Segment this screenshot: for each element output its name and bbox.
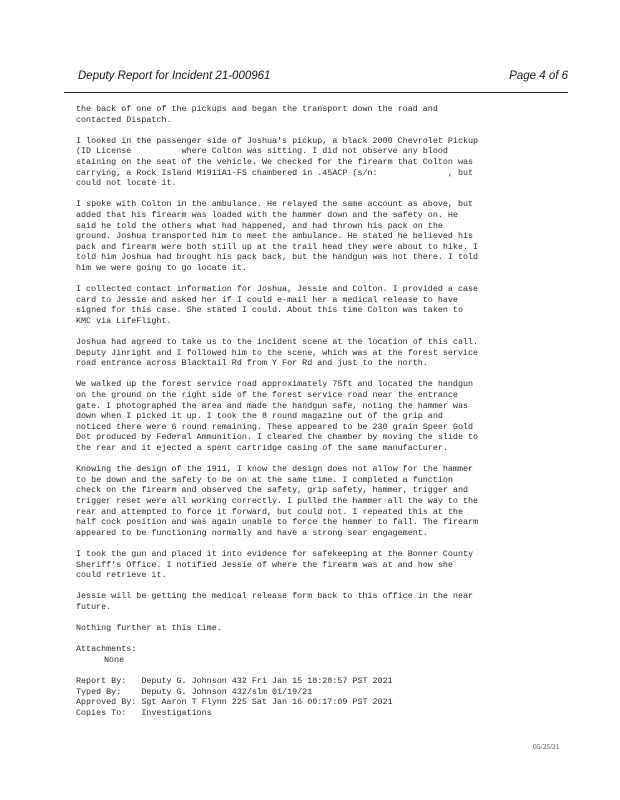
paragraph: Jessie will be getting the medical release form back to this office in the near future. xyxy=(76,591,474,612)
paragraph: I spoke with Colton in the ambulance. He relayed the same account as above, but added that his firearm was loaded with the hammer down and the safety on. He said he told the others what had happened, and had thrown his pack on the ground. Joshua transported him to meet the ambulance. He stated he believed his pack and firearm were both still up at the trail head they were about to hike. I told him Joshua had brought his pack back, but the handgun was not there. I told him we were going to go locate it. xyxy=(76,199,479,273)
paragraph: the back of one of the pickups and began the transport down the road and contacted Dispatch. xyxy=(76,104,438,125)
paragraph: I looked in the passenger side of Joshua's pickup, a black 2000 Chevrolet Pickup (ID License where Colton was sitting. I did not observe any blood staining on the seat of the vehicle. We checked for the firearm that Colton was carrying, a Rock Island M1911A1-FS chambered in .45ACP (s/n: , but could not locate it. xyxy=(76,135,479,189)
page-number: Page 4 of 6 xyxy=(509,70,568,82)
approved-by: Approved By: Sgt Aaron T Flynn 225 Sat Jan 16 00:17:09 PST 2021 xyxy=(76,697,393,708)
report-by: Report By: Deputy G. Johnson 432 Fri Jan 15 18:28:57 PST 2021 xyxy=(76,676,393,687)
paragraph: Joshua had agreed to take us to the incident scene at the location of this call. Deputy Jinright and I followed him to the scene, which was at the forest service road entrance across Blacktail Rd from Y For Rd and just to the north. xyxy=(76,337,479,369)
report-title: Deputy Report for Incident 21-000961 xyxy=(78,70,271,82)
paragraph: Nothing further at this time. xyxy=(76,623,222,634)
typed-by: Typed By: Deputy G. Johnson 432/slm 01/19/21 xyxy=(76,686,313,697)
paragraph: Knowing the design of the 1911, I know the design does not allow for the hammer to be down and the safety to be on at the same time. I completed a function check on the firearm and observed the safety, grip safety, hammer, trigger and trigger reset were all working correctly. I pulled the hammer all the way to the rear and attempted to force it forward, but could not. I repeated this at the half cock position and was again unable to force the hammer to fall. The firearm appeared to be functioning normally and have a strong sear engagement. xyxy=(76,464,479,538)
footer-date: 05/25/21 xyxy=(533,742,560,751)
attachments-value: None xyxy=(104,654,125,665)
paragraph: We walked up the forest service road approximately 75ft and located the handgun on the ground on the right side of the forest service road near the entrance gate. I photographed the area and made the handgun safe, noting the hammer was down when I picked it up. I took the 8 round magazine out of the grip and noticed there were 6 round remaining. These appeared to be 230 grain Speer Gold Dot produced by Federal Ammunition. I cleared the chamber by moving the slide to the rear and it ejected a spent cartridge casing of the same manufacturer. xyxy=(76,379,479,453)
paragraph: I took the gun and placed it into evidence for safekeeping at the Bonner County Sheriff's Office. I notified Jessie of where the firearm was at and how she could retrieve it. xyxy=(76,548,474,581)
report-body xyxy=(76,104,546,718)
paragraph: I collected contact information for Joshua, Jessie and Colton. I provided a case card to Jessie and asked her if I could e-mail her a medical release to have signed for this case. She stated I could. About this time Colton was taken to KMC via LifeFlight. xyxy=(76,284,479,326)
header-rule xyxy=(64,92,568,93)
page-header xyxy=(64,70,568,86)
copies-to: Copies To: Investigations xyxy=(76,707,212,718)
attachments-label: Attachments: xyxy=(76,644,137,655)
